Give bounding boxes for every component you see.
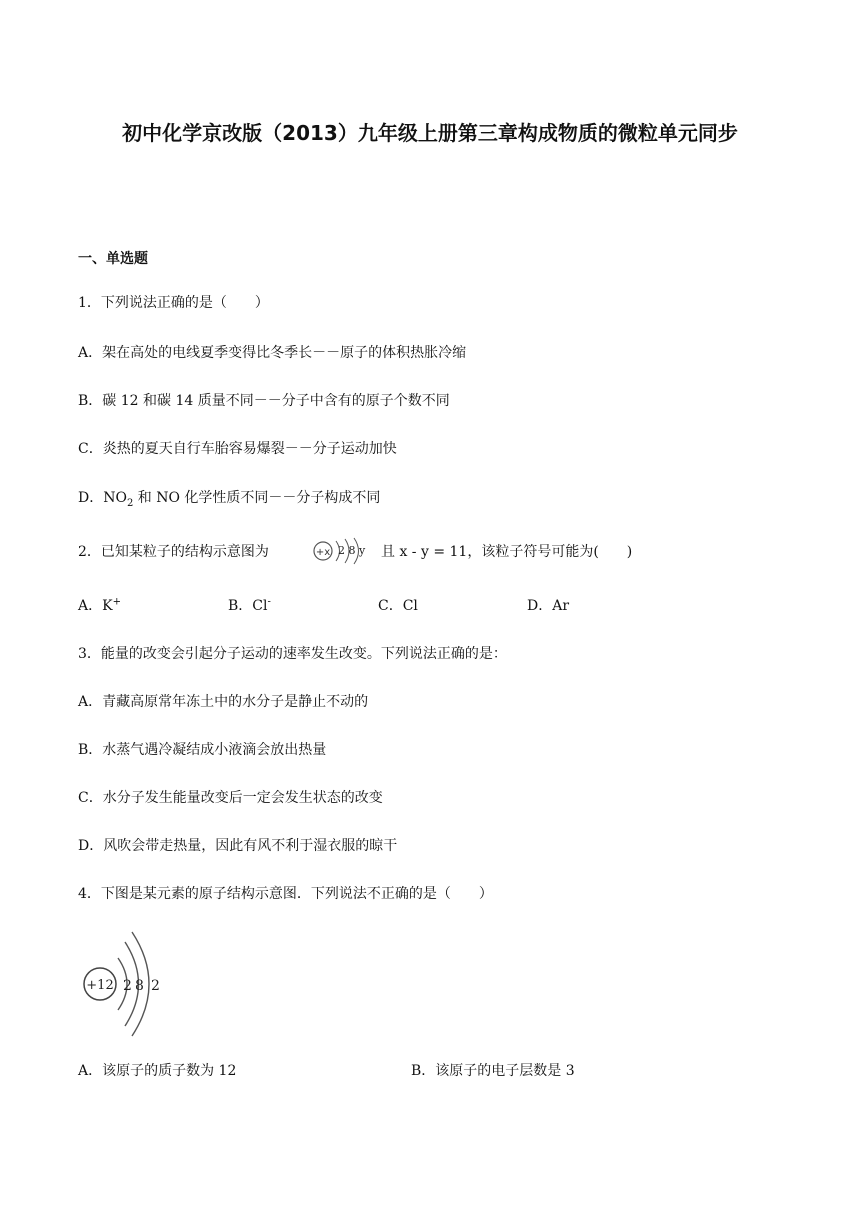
q2-option-d: D．Ar [527, 598, 570, 614]
q4-option-b: B．该原子的电子层数是 3 [411, 1063, 575, 1079]
q1-option-b: B．碳 12 和碳 14 质量不同－－分子中含有的原子个数不同 [78, 393, 450, 409]
q2-option-c: C．Cl [378, 598, 418, 614]
document-title: 初中化学京改版（2013）九年级上册第三章构成物质的微粒单元同步 [122, 121, 738, 145]
q4-nucleus-label: +12 [86, 978, 114, 993]
q1-option-d-suffix: 和 NO 化学性质不同－－分子构成不同 [133, 490, 381, 506]
q2-option-a-charge: + [112, 596, 121, 608]
q2-option-b [228, 595, 271, 615]
q1-option-a: A．架在高处的电线夏季变得比冬季长－－原子的体积热胀冷缩 [78, 345, 467, 361]
q2-stem-suffix: 且 x - y = 11，该粒子符号可能为( ) [381, 544, 633, 560]
q4-option-a: A．该原子的质子数为 12 [78, 1063, 237, 1079]
q4-shell-1-electrons: 2 [123, 978, 132, 994]
q1-option-d-prefix: D．NO [78, 490, 127, 506]
q3-stem: 3．能量的改变会引起分子运动的速率发生改变。下列说法正确的是： [78, 646, 507, 662]
q1-option-d [78, 487, 380, 509]
q4-stem: 4．下图是某元素的原子结构示意图．下列说法不正确的是（ ） [78, 886, 493, 902]
q1-option-c: C．炎热的夏天自行车胎容易爆裂－－分子运动加快 [78, 441, 397, 457]
q3-option-c: C．水分子发生能量改变后一定会发生状态的改变 [78, 790, 383, 806]
q2-option-b-charge: - [267, 596, 271, 608]
q4-shell-2-electrons: 8 [135, 978, 144, 994]
q1-option-d-subscript: 2 [126, 497, 134, 509]
q2-stem-prefix: 2．已知某粒子的结构示意图为 [78, 544, 269, 560]
q4-shell-3-electrons: 2 [151, 978, 160, 994]
q2-particle-structure-diagram [312, 536, 374, 566]
section-heading: 一、单选题 [78, 251, 148, 267]
q3-option-a: A．青藏高原常年冻土中的水分子是静止不动的 [78, 694, 369, 710]
q2-option-b-text: B．Cl [228, 598, 268, 614]
q3-option-b: B．水蒸气遇冷凝结成小液滴会放出热量 [78, 742, 327, 758]
q1-stem: 1．下列说法正确的是（ ） [78, 295, 269, 311]
q2-option-a [78, 595, 121, 615]
q3-option-d: D．风吹会带走热量，因此有风不利于湿衣服的晾干 [78, 838, 398, 854]
q2-nucleus-label: +x [315, 547, 331, 558]
q2-option-a-text: A．K [78, 598, 113, 614]
q4-atom-structure-diagram [80, 928, 180, 1038]
q2-shell-electrons: 2 8 y [338, 544, 366, 557]
